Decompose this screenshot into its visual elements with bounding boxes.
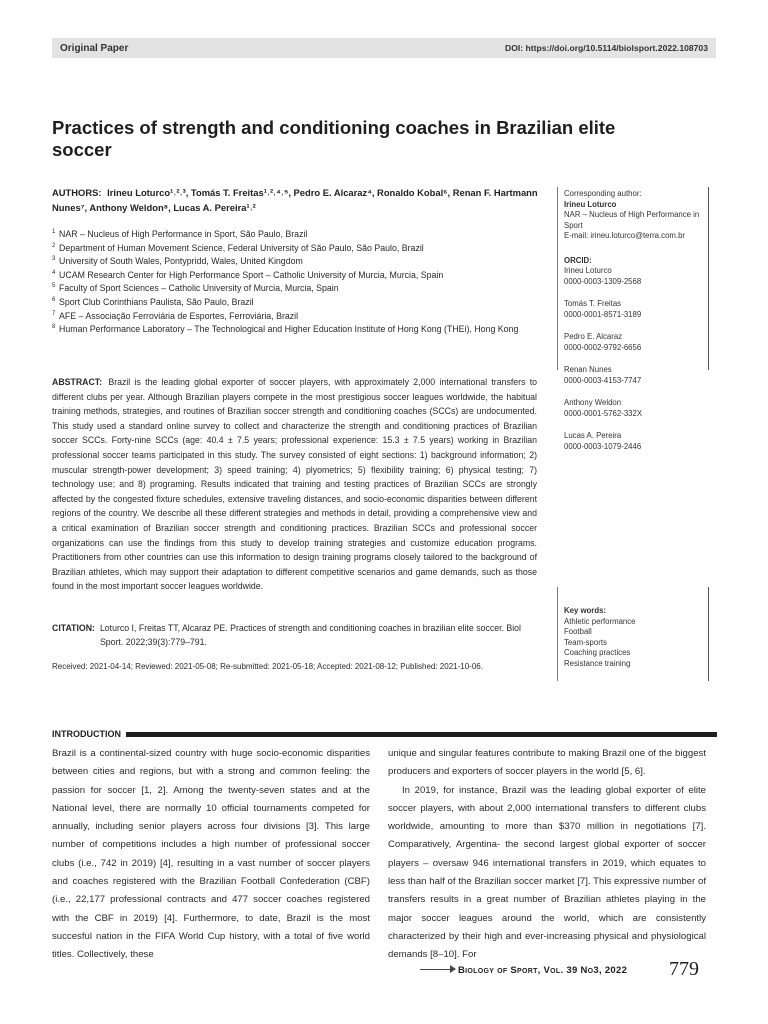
affiliation-item: 2 Department of Human Movement Science, Federal University of São Paulo, São Paulo, Brazil — [52, 242, 424, 253]
page-header — [52, 38, 716, 58]
corresponding-author-email[interactable]: E-mail: irineu.loturco@terra.com.br — [564, 231, 686, 240]
sidebar-rule — [708, 187, 709, 370]
abstract-label: ABSTRACT: — [52, 377, 103, 387]
page-footer — [420, 960, 720, 984]
sidebar — [557, 187, 709, 681]
corresponding-author-label: Corresponding author: — [564, 189, 642, 198]
orcid-id[interactable]: 0000-0001-8571-3189 — [564, 309, 642, 319]
body-paragraph: unique and singular features contribute to making Brazil one of the biggest producers and exporters of soccer players in the world [5, 6]. — [388, 748, 706, 778]
affiliation-item: 5 Faculty of Sport Sciences – Catholic University of Murcia, Murcia, Spain — [52, 283, 339, 294]
corresponding-author-name: Irineu Loturco — [564, 199, 617, 209]
section-heading-introduction — [52, 728, 717, 740]
sidebar-rule — [708, 587, 709, 681]
sidebar-rule — [557, 187, 558, 370]
section-heading-rule — [126, 732, 717, 737]
orcid-id[interactable]: 0000-0001-5762-332X — [564, 408, 643, 418]
body-paragraph: In 2019, for instance, Brazil was the leading global exporter of elite soccer players, with about 2,000 international transfers to different clubs worldwide, amounting to more than $370 million in negotiations [7]. Comparatively, Argentina- the second largest global exporter of soccer players – oversaw 946 international transfers in 2019, which equates to less than half of the Brazilian soccer market [7]. This expressive number of transfers results in a great number of Brazilian athletes playing in the major soccer leagues around the world, which are consistently characterized by their high and ever-increasing physical and physiological demands [8–10]. For — [388, 784, 706, 961]
journal-name: Biology of Sport, Vol. 39 No3, 2022 — [458, 965, 628, 976]
keyword-item: Team-sports — [564, 637, 607, 647]
orcid-entry: Anthony Weldon 0000-0001-5762-332X — [564, 398, 706, 419]
body-column-left: Brazil is a continental-sized country with huge socio-economic disparities between cities and regions, but with a strong and common feeling: the passion for soccer [1, 2]. Among the twenty-seven states and at the National level, there are normally 10 official tournaments competed for annually, including senior players across four divisions [3]. This large number of competitions includes a high number of professional soccer clubs (i.e., 742 in 2019) [4], resulting in a vast number of soccer players and coaches registered with the Brazilian Football Confederation (CBF) (i.e., 22,177 professional contracts and 477 soccer coaches registered with the CBF in 2019) [4]. Furthermore, to date, Brazil is the most succesful nation in the FIFA World Cup history, with a total of five world titles. Collectively, these — [52, 748, 370, 961]
orcid-id[interactable]: 0000-0003-1079-2446 — [564, 441, 642, 451]
doi-link[interactable]: DOI: https://doi.org/10.5114/biolsport.2022.108703 — [505, 43, 708, 53]
orcid-label: ORCID: — [564, 255, 592, 265]
keyword-item: Coaching practices — [564, 648, 631, 657]
abstract-text: Brazil is the leading global exporter of soccer players, with approximately 2,000 international transfers to different clubs per year. Although Brazilian players compete in the most prestigious soccer leagues worldwide, the habitual training methods, strategies, and routines of Brazilian soccer strength and conditioning coaches (SCCs) are undocumented. This study used a standard online survey to collect and characterize the strength and conditioning practices of Brazilian soccer SCCs. Forty-nine SCCs (age: 40.4 ± 7.5 years; professional experience: 15.3 ± 7.5 years) working in Brazilian professional soccer teams participated in this study. The survey consisted of eight sections: 1) background information; 2) muscular strength-power development; 3) speed training; 4) plyometrics; 5) flexibility training; 6) physical testing; 7) technology use; and 8) programing. Results indicated that training and testing practices of Brazilian SCCs are strongly affected by the congested fixture schedules, extensive traveling distances, and socio-economic disparities between different regions of the country. We describe all these different strategies and methods in detail, providing a comprehensive view and a critical examination of Brazilian soccer strength and conditioning practices. Brazilian SCCs and professional soccer organizations can use the findings from this study to develop training strategies and customize education programs. Practitioners from other countries can use this information to design training programs closely tailored to the background of Brazilian athletes, which may support their adaptation to different competitive scenarios and game demands, such as those found in the most important soccer leagues worldwide. — [52, 377, 537, 592]
orcid-id[interactable]: 0000-0003-1309-2568 — [564, 276, 642, 286]
keyword-item: Football — [564, 627, 592, 636]
page-number: 779 — [669, 958, 699, 980]
body-column-right — [388, 745, 706, 965]
orcid-entry: Lucas A. Pereira 0000-0003-1079-2446 — [564, 431, 706, 452]
footer-arrow-icon — [450, 965, 456, 973]
affiliation-item: 6 Sport Club Corinthians Paulista, São Paulo, Brazil — [52, 296, 254, 307]
article-title: Practices of strength and conditioning coaches in Brazilian elite soccer — [52, 117, 616, 160]
affiliations-list — [52, 228, 552, 337]
authors-list: Irineu Loturco¹˒²˒³, Tomás T. Freitas¹˒²˒⁴˒⁵, Pedro E. Alcaraz⁴, Ronaldo Kobal⁶, Renan F. Hartmann Nunes⁷, Anthony Weldon⁸, Lucas A. Pereira¹˒² — [52, 187, 538, 213]
corresponding-author-affiliation: NAR – Nucleus of High Performance in Sport — [564, 210, 700, 230]
affiliation-item: 8 Human Performance Laboratory – The Technological and Higher Education Institute of Hong Kong (THEi), Hong Kong — [52, 324, 519, 335]
authors-block — [52, 185, 542, 215]
orcid-entry: Pedro E. Alcaraz 0000-0002-9792-6656 — [564, 332, 706, 353]
citation-text: Loturco I, Freitas TT, Alcaraz PE. Practices of strength and conditioning coaches in brazilian elite soccer. Biol Sport. 2022;39(3):779–791. — [99, 623, 521, 647]
section-heading-text: INTRODUCTION — [52, 729, 121, 739]
orcid-entry: Irineu Loturco 0000-0003-1309-2568 — [564, 266, 706, 287]
orcid-entry: Tomás T. Freitas 0000-0001-8571-3189 — [564, 299, 706, 320]
affiliation-item: 1 NAR – Nucleus of High Performance in Sport, São Paulo, Brazil — [52, 229, 308, 239]
authors-label: AUTHORS: — [52, 187, 102, 198]
orcid-entry: Renan Nunes 0000-0003-4153-7747 — [564, 365, 706, 386]
keyword-item: Resistance training — [564, 658, 631, 668]
article-type-label: Original Paper — [60, 42, 129, 54]
keywords-label: Key words: — [564, 606, 607, 615]
affiliation-item: 3 University of South Wales, Pontypridd, Wales, United Kingdom — [52, 256, 303, 267]
sidebar-rule — [557, 587, 558, 681]
affiliation-item: 7 AFE – Associação Ferroviária de Esportes, Ferroviária, Brazil — [52, 310, 299, 321]
footer-rule — [420, 969, 450, 970]
keyword-item: Athletic performance — [564, 616, 636, 626]
affiliation-item: 4 UCAM Research Center for High Performance Sport – Catholic University of Murcia, Murcia, Spain — [52, 269, 444, 280]
orcid-id[interactable]: 0000-0003-4153-7747 — [564, 375, 642, 385]
orcid-id[interactable]: 0000-0002-9792-6656 — [564, 342, 642, 352]
abstract — [52, 375, 537, 594]
citation-label: CITATION: — [52, 623, 95, 633]
citation — [52, 622, 537, 649]
keywords-block — [564, 606, 704, 669]
publication-dates: Received: 2021-04-14; Reviewed: 2021-05-08; Re-submitted: 2021-05-18; Accepted: 2021-08-12; Published: 2021-10-06. — [52, 662, 483, 671]
